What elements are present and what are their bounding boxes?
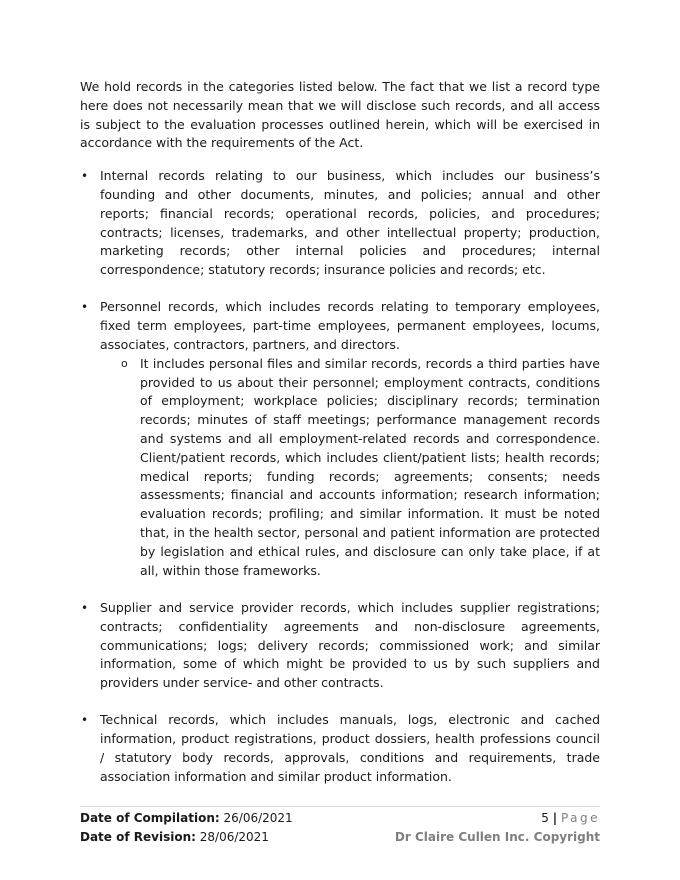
list-item-text: Supplier and service provider records, which includes supplier registrations; contracts; confidentiality agreements and non-disclosure agreements, communications; logs; delivery records; commissioned work; and similar information, some of which might be provided to us by such suppliers and providers under service- and other contracts. <box>100 599 600 691</box>
page-footer <box>80 806 600 846</box>
sub-list-item <box>100 355 600 581</box>
list-item-technical-records <box>80 711 600 786</box>
page-label: Page <box>560 811 600 825</box>
list-item-text: Technical records, which includes manuals, logs, electronic and cached information, product registrations, product dossiers, health professions council / statutory body records, approvals, conditions and requirements, trade association information and similar product information. <box>100 712 600 784</box>
page-separator: | <box>552 811 558 825</box>
page-number-block <box>541 809 600 828</box>
list-item-supplier-records <box>80 599 600 693</box>
revision-label: Date of Revision: <box>80 829 196 844</box>
compilation-date: 26/06/2021 <box>223 811 293 825</box>
compilation-info <box>80 809 293 828</box>
list-item-text: Personnel records, which includes records relating to temporary employees, fixed term employees, part-time employees, permanent employees, locums, associates, contractors, partners, and directors. <box>100 299 600 353</box>
list-item-personnel-records <box>80 298 600 580</box>
records-list <box>80 167 600 786</box>
compilation-label: Date of Compilation: <box>80 811 220 825</box>
sub-list-item-text: It includes personal files and similar records, records a third parties have provided to us about their personnel; employment contracts, conditions of employment; workplace policies; disciplinary records; termination records; minutes of staff meetings; performance management records and systems and all employment-related records and correspondence. Client/patient records, which includes client/patient lists; health records; medical reports; funding records; agreements; consents; needs assessments; financial and accounts information; research information; evaluation records; profiling; and similar information. It must be noted that, in the health sector, personal and patient information are protected by legislation and ethical rules, and disclosure can only take place, if at all, within those frameworks. <box>140 355 600 578</box>
copyright-notice: Dr Claire Cullen Inc. Copyright <box>394 829 600 844</box>
footer-row-revision <box>80 828 600 847</box>
list-item-internal-records <box>80 167 600 280</box>
page-number: 5 <box>541 811 549 825</box>
footer-row-compilation <box>80 809 600 828</box>
revision-info <box>80 828 269 847</box>
list-item-text: Internal records relating to our business, which includes our business’s founding and other documents, minutes, and policies; annual and other reports; financial records; operational records, policies, and procedures; contracts; licenses, trademarks, and other intellectual property; production, marketing records; other internal policies and procedures; internal correspondence; statutory records; insurance policies and records; etc. <box>100 168 600 278</box>
page-content <box>80 78 600 805</box>
intro-paragraph: We hold records in the categories listed below. The fact that we list a record type here does not necessarily mean that we will disclose such records, and all access is subject to the evaluation processes outlined herein, which will be exercised in accordance with the requirements of the Act. <box>80 79 600 151</box>
personnel-sub-list <box>100 355 600 581</box>
revision-date: 28/06/2021 <box>199 829 269 844</box>
